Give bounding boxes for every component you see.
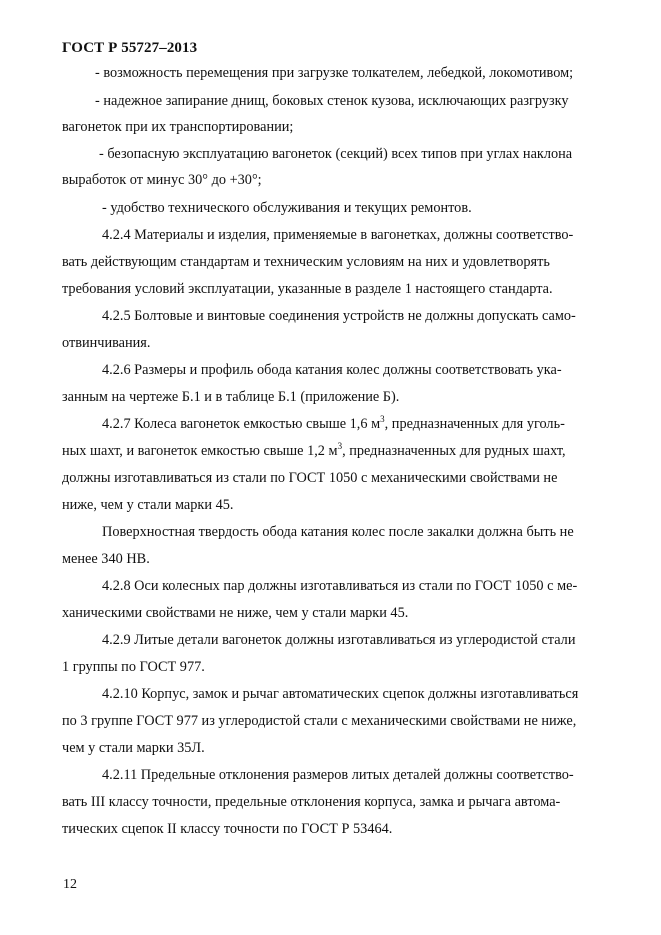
document-header: ГОСТ Р 55727–2013	[62, 40, 198, 56]
text-line: - удобство технического обслуживания и текущих ремонтов.	[102, 200, 472, 216]
superscript: 3	[380, 414, 385, 424]
text-line: вать III классу точности, предельные отклонения корпуса, замка и рычага автома-	[62, 794, 561, 810]
text-line: 4.2.9 Литые детали вагонеток должны изготавливаться из углеродистой стали	[102, 632, 576, 648]
text-fragment: , предназначенных для уголь-	[384, 416, 565, 432]
text-line: 4.2.10 Корпус, замок и рычаг автоматических сцепок должны изготавливаться	[102, 686, 579, 702]
page-number: 12	[63, 877, 77, 892]
text-fragment: , предназначенных для рудных шахт,	[342, 443, 566, 459]
text-line: должны изготавливаться из стали по ГОСТ 1050 с механическими свойствами не	[62, 470, 558, 486]
text-line: 4.2.5 Болтовые и винтовые соединения устройств не должны допускать само-	[102, 308, 576, 324]
text-line: выработок от минус 30° до +30°;	[62, 172, 262, 188]
text-line: 4.2.6 Размеры и профиль обода катания колес должны соответствовать ука-	[102, 362, 562, 378]
text-fragment: ных шахт, и вагонеток емкостью свыше 1,2 м	[62, 443, 338, 459]
text-line: 4.2.4 Материалы и изделия, применяемые в вагонетках, должны соответство-	[102, 227, 574, 243]
text-line: - надежное запирание днищ, боковых стенок кузова, исключающих разгрузку	[95, 93, 569, 109]
text-line	[102, 415, 565, 433]
text-line: отвинчивания.	[62, 335, 151, 351]
text-line: тических сцепок II классу точности по ГОСТ Р 53464.	[62, 821, 393, 837]
text-line: ханическими свойствами не ниже, чем у стали марки 45.	[62, 605, 409, 621]
text-line: занным на чертеже Б.1 и в таблице Б.1 (приложение Б).	[62, 389, 400, 405]
text-line: 1 группы по ГОСТ 977.	[62, 659, 205, 675]
text-line: чем у стали марки 35Л.	[62, 740, 205, 756]
text-line: 4.2.8 Оси колесных пар должны изготавливаться из стали по ГОСТ 1050 с ме-	[102, 578, 578, 594]
text-line: вагонеток при их транспортировании;	[62, 119, 294, 135]
text-line: по 3 группе ГОСТ 977 из углеродистой стали с механическими свойствами не ниже,	[62, 713, 577, 729]
text-line: - возможность перемещения при загрузке толкателем, лебедкой, локомотивом;	[95, 65, 574, 81]
text-line: вать действующим стандартам и техническим условиям на них и удовлетворять	[62, 254, 550, 270]
text-line: ниже, чем у стали марки 45.	[62, 497, 234, 513]
superscript: 3	[337, 441, 343, 451]
text-line: Поверхностная твердость обода катания колес после закалки должна быть не	[102, 524, 574, 540]
text-line: требования условий эксплуатации, указанные в разделе 1 настоящего стандарта.	[62, 281, 553, 297]
text-line: - безопасную эксплуатацию вагонеток (секций) всех типов при углах наклона	[99, 146, 573, 162]
text-line	[62, 442, 566, 460]
text-fragment: 4.2.7 Колеса вагонеток емкостью свыше 1,6 м	[102, 416, 381, 432]
text-line: менее 340 НВ.	[62, 551, 150, 567]
text-line: 4.2.11 Предельные отклонения размеров литых деталей должны соответство-	[102, 767, 574, 783]
